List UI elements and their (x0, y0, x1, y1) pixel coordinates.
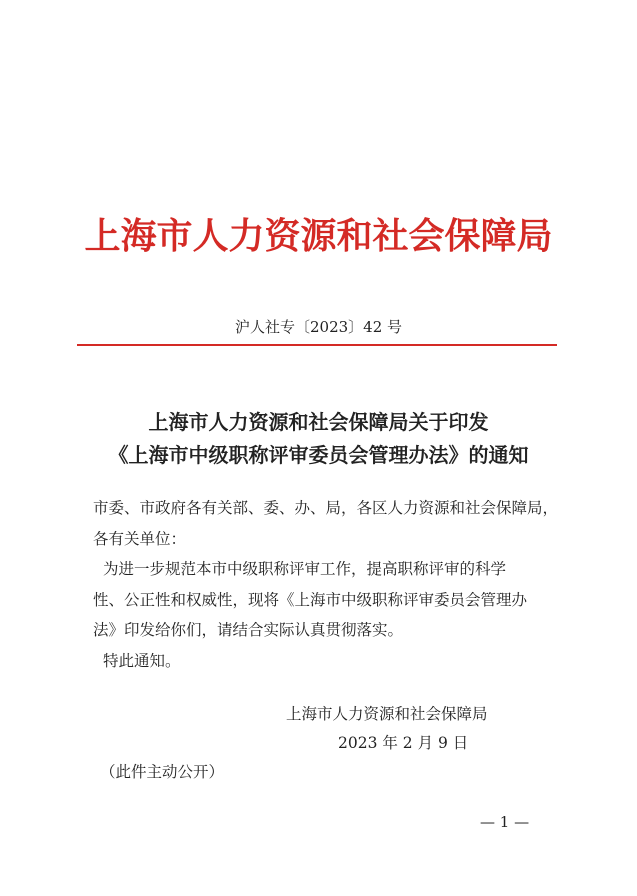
notice-title-line-1: 上海市人力资源和社会保障局关于印发 (148, 410, 489, 434)
red-divider (77, 344, 557, 346)
paragraph-line-1: 为进一步规范本市中级职称评审工作，提高职称评审的科学 (103, 560, 507, 578)
signature-date: 2023 年 2 月 9 日 (338, 734, 469, 752)
notice-title-line-2: 《上海市中级职称评审委员会管理办法》的通知 (108, 443, 529, 467)
page-number: — 1 — (480, 813, 530, 831)
signature-organization: 上海市人力资源和社会保障局 (286, 705, 488, 723)
paragraph-line-3: 法》印发给你们，请结合实际认真贯彻落实。 (93, 621, 404, 639)
issuer-header: 上海市人力资源和社会保障局 (84, 215, 553, 257)
closing-remark: 特此通知。 (103, 652, 181, 670)
recipients-line-1: 市委、市政府各有关部、委、办、局，各区人力资源和社会保障局， (93, 499, 559, 517)
paragraph-line-2: 性、公正性和权威性，现将《上海市中级职称评审委员会管理办 (93, 591, 528, 609)
public-disclosure-note: （此件主动公开） (100, 763, 225, 781)
document-number: 沪人社专〔2023〕42 号 (234, 318, 403, 336)
notice-title (0, 406, 637, 472)
recipients-line-2: 各有关单位： (93, 530, 187, 548)
